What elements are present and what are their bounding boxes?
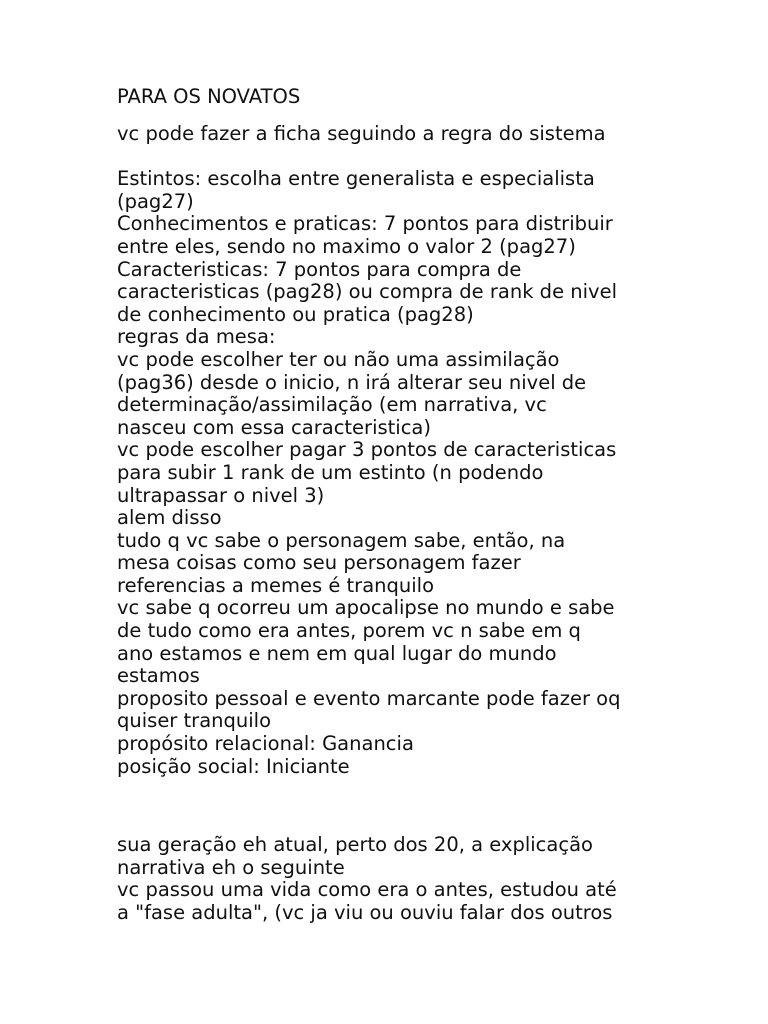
text-line: de conhecimento ou pratica (pag28) <box>117 302 474 326</box>
text-line: mesa coisas como seu personagem fazer <box>117 551 521 575</box>
text-line: (pag36) desde o inicio, n irá alterar seu nivel de <box>117 370 587 394</box>
text-line: (pag27) <box>117 189 194 213</box>
text-line: entre eles, sendo no maximo o valor 2 (pag27) <box>117 234 576 258</box>
text-line: regras da mesa: <box>117 325 276 349</box>
text-line: sua geração eh atual, perto dos 20, a explicação <box>117 833 593 857</box>
text-line: referencias a memes é tranquilo <box>117 573 434 597</box>
text-line: alem disso <box>117 506 222 530</box>
text-line: vc pode fazer a ficha seguindo a regra do sistema <box>117 121 606 145</box>
text-line: narrativa eh o seguinte <box>117 855 345 879</box>
text-line: Estintos: escolha entre generalista e especialista <box>117 167 595 191</box>
text-line: estamos <box>117 664 200 688</box>
document-page <box>117 86 757 925</box>
document-title: PARA OS NOVATOS <box>117 85 301 108</box>
text-line: proposito pessoal e evento marcante pode fazer oq <box>117 686 621 710</box>
text-line: nasceu com essa caracteristica) <box>117 415 431 439</box>
text-line: Caracteristicas: 7 pontos para compra de <box>117 257 522 281</box>
text-line: vc sabe q ocorreu um apocalipse no mundo e sabe <box>117 596 615 620</box>
paragraph-gap <box>117 145 757 168</box>
text-line: tudo q vc sabe o personagem sabe, então, na <box>117 528 566 552</box>
text-line: vc passou uma vida como era o antes, estudou até <box>117 878 617 902</box>
text-line: determinação/assimilação (em narrativa, vc <box>117 393 547 417</box>
text-line: vc pode escolher pagar 3 pontos de caracteristicas <box>117 438 617 462</box>
paragraph-gap <box>117 778 757 834</box>
text-line: Conhecimentos e praticas: 7 pontos para distribuir <box>117 212 613 236</box>
text-line: caracteristicas (pag28) ou compra de rank de nivel <box>117 280 617 304</box>
text-line: de tudo como era antes, porem vc n sabe em q <box>117 619 581 643</box>
text-line: vc pode escolher ter ou não uma assimilação <box>117 347 560 371</box>
text-line: posição social: Iniciante <box>117 754 350 778</box>
text-line: ano estamos e nem em qual lugar do mundo <box>117 641 557 665</box>
text-line: quiser tranquilo <box>117 709 272 733</box>
text-line: ultrapassar o nivel 3) <box>117 483 325 507</box>
text-line: a "fase adulta", (vc ja viu ou ouviu falar dos outros <box>117 901 613 924</box>
text-line: para subir 1 rank de um estinto (n podendo <box>117 460 544 484</box>
text-line: propósito relacional: Ganancia <box>117 732 414 756</box>
